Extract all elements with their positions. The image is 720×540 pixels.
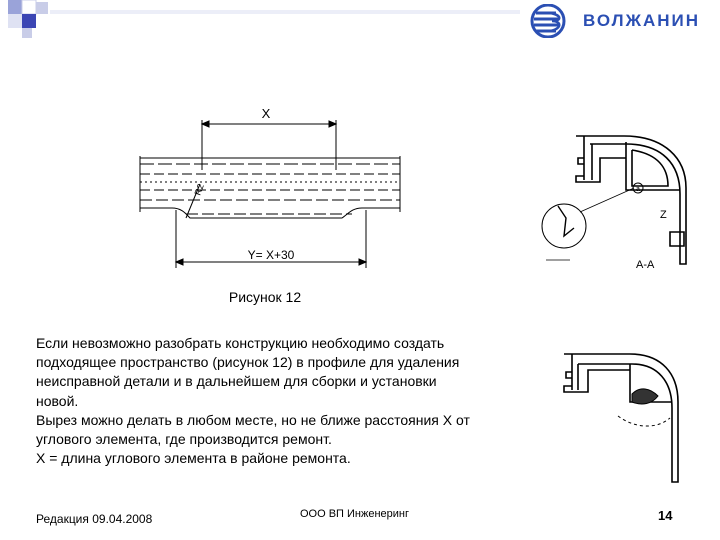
header-stripe (50, 10, 520, 14)
figure-caption: Рисунок 12 (228, 289, 302, 305)
body-line: Вырез можно делать в любом месте, но не ближе расстояния Х от (36, 411, 470, 428)
body-line: углового элемента, где производится ремонт. (36, 431, 332, 448)
dimension-x-label: X (261, 106, 271, 121)
page-number: 14 (658, 508, 673, 523)
body-line: Если невозможно разобрать конструкцию необходимо создать (36, 335, 445, 351)
body-line: Х = длина углового элемента в районе ремонта. (36, 450, 351, 467)
company-name: ООО ВП Инженеринг (300, 508, 410, 520)
profile-cut-drawing (130, 100, 410, 280)
section-a-a-label: A-A (636, 259, 655, 271)
edition-date: Редакция 09.04.2008 (36, 512, 153, 526)
profile-repair-drawing (558, 346, 688, 486)
radius-label: R2 (192, 182, 206, 197)
dimension-y-label: Y= X+30 (247, 248, 295, 262)
body-line: подходящее пространство (рисунок 12) в профиле для удаления (36, 354, 460, 371)
body-line: новой. (36, 392, 79, 409)
section-marker-label: a (636, 186, 640, 193)
section-drawing (540, 128, 700, 278)
body-line: неисправной детали и в дальнейшем для сборки и установки (36, 373, 437, 390)
body-text (36, 334, 546, 468)
z-label: Z (660, 209, 667, 221)
logo-text: ВОЛЖАНИН (583, 11, 700, 30)
corner-squares-decoration (8, 0, 48, 38)
